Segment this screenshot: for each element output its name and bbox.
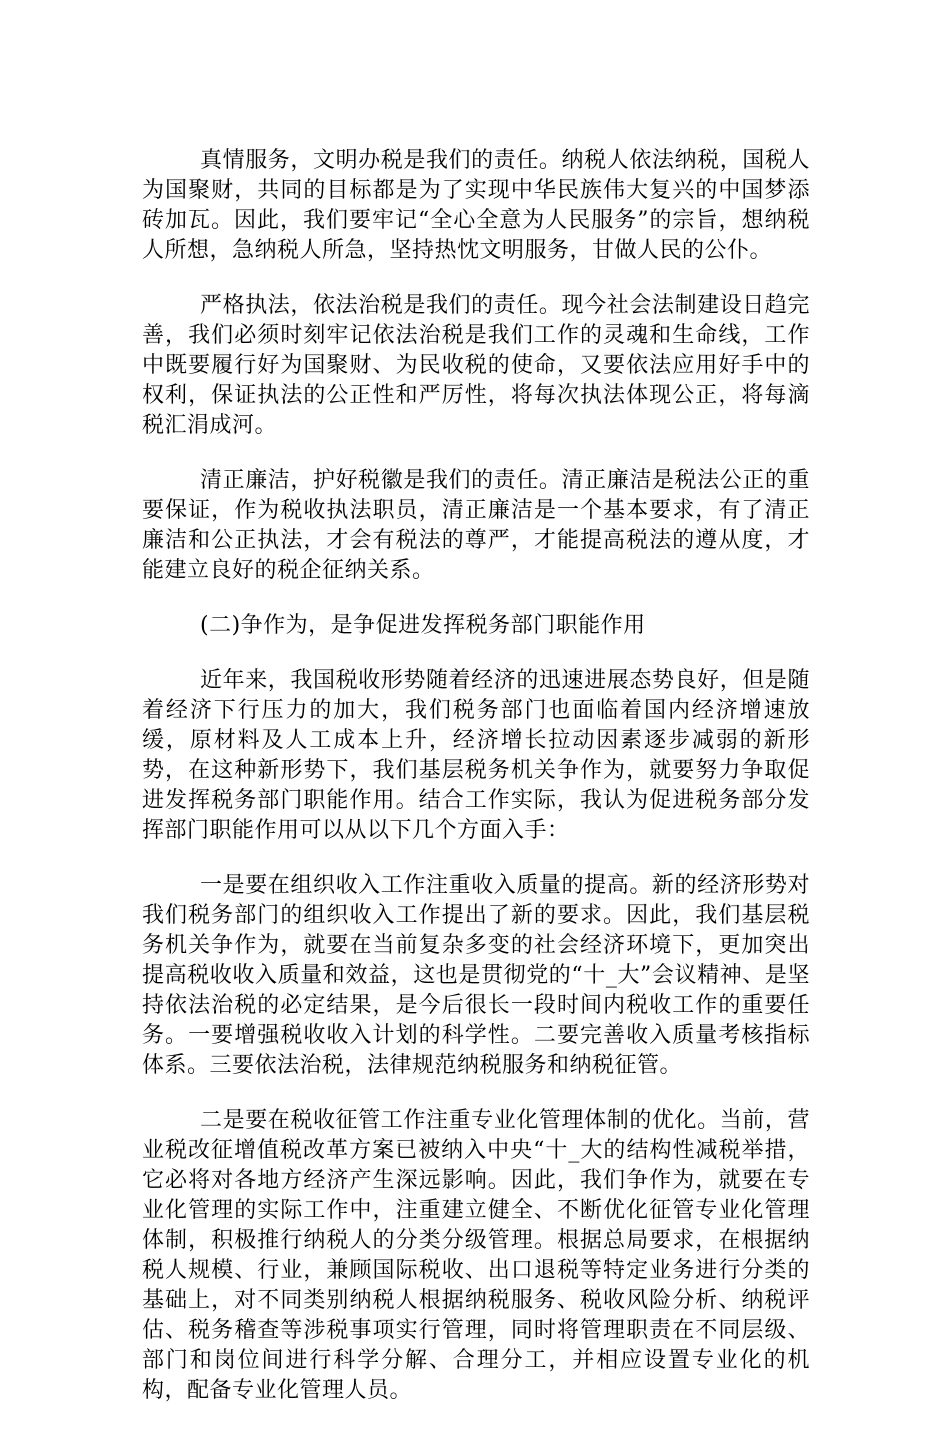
paragraph-law-enforcement-responsibility: 严格执法，依法治税是我们的责任。现今社会法制建设日趋完善，我们必须时刻牢记依法治税是我们工作的灵魂和生命线，工作中既要履行好为国聚财、为民收税的使命，又要依法应用好手中的权利，保证执法的公正性和严厉性，将每次执法体现公正，将每滴税汇涓成河。 (142, 293, 810, 438)
document-body (142, 146, 810, 1431)
paragraph-professional-management: 二是要在税收征管工作注重专业化管理体制的优化。当前，营业税改征增值税改革方案已被纳入中央“十_大的结构性减税举措，它必将对各地方经济产生深远影响。因此，我们争作为，就要在专业化管理的实际工作中，注重建立健全、不断优化征管专业化管理体制，积极推行纳税人的分类分级管理。根据总局要求，在根据纳税人规模、行业，兼顾国际税收、出口退税等特定业务进行分类的基础上，对不同类别纳税人根据纳税服务、税收风险分析、纳税评估、税务稽查等涉税事项实行管理，同时将管理职责在不同层级、部门和岗位间进行科学分解、合理分工，并相应设置专业化的机构，配备专业化管理人员。 (142, 1108, 810, 1403)
paragraph-revenue-quality: 一是要在组织收入工作注重收入质量的提高。新的经济形势对我们税务部门的组织收入工作提出了新的要求。因此，我们基层税务机关争作为，就要在当前复杂多变的社会经济环境下，更加突出提高税收收入质量和效益，这也是贯彻党的“十_大”会议精神、是坚持依法治税的必定结果，是今后很长一段时间内税收工作的重要任务。一要增强税收收入计划的科学性。二要完善收入质量考核指标体系。三要依法治税，法律规范纳税服务和纳税征管。 (142, 873, 810, 1078)
paragraph-tax-situation: 近年来，我国税收形势随着经济的迅速进展态势良好，但是随着经济下行压力的加大，我们税务部门也面临着国内经济增速放缓，原材料及人工成本上升，经济增长拉动因素逐步减弱的新形势，在这种新形势下，我们基层税务机关争作为，就要努力争取促进发挥税务部门职能作用。结合工作实际，我认为促进税务部分发挥部门职能作用可以从以下几个方面入手： (142, 668, 810, 843)
paragraph-service-responsibility: 真情服务，文明办税是我们的责任。纳税人依法纳税，国税人为国聚财，共同的目标都是为了实现中华民族伟大复兴的中国梦添砖加瓦。因此，我们要牢记“全心全意为人民服务”的宗旨，想纳税人所想，急纳税人所急，坚持热忱文明服务，甘做人民的公仆。 (142, 148, 810, 263)
paragraph-integrity-responsibility: 清正廉洁，护好税徽是我们的责任。清正廉洁是税法公正的重要保证，作为税收执法职员，清正廉洁是一个基本要求，有了清正廉洁和公正执法，才会有税法的尊严，才能提高税法的遵从度，才能建立良好的税企征纳关系。 (142, 468, 810, 583)
section-heading: (二)争作为，是争促进发挥税务部门职能作用 (200, 613, 646, 638)
